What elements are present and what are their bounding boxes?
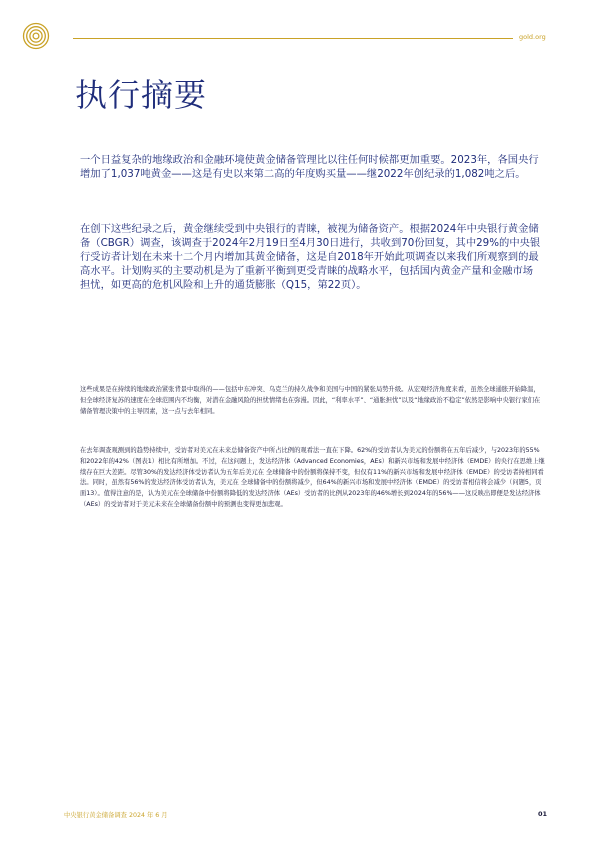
intro-paragraph: 一个日益复杂的地缘政治和金融环境使黄金储备管理比以往任何时候都更加重要。2023年，各国央行增加了1,037吨黄金——这是有史以来第二高的年度购买量——继2022年创纪录的1,082吨之后。 [80, 154, 539, 180]
world-gold-council-logo-icon [22, 22, 50, 50]
page-number: 01 [538, 810, 548, 818]
context-paragraph: 这些成果是在持续的地缘政治紧张背景中取得的——包括中东冲突、乌克兰的持久战争和美国与中国的紧张局势升级。从宏观经济角度来看，虽然全球通胀开始降温，但全球经济复苏的速度在全球范围内不均衡，对潜在金融风险的担忧情绪也在弥漫。因此，“利率水平”、“通胀担忧”以及“地缘政治不稳定”依然是影响中央银行家们在储备管理决策中的主导因素，这一点与去年相同。 [80, 386, 541, 415]
header-divider [73, 38, 513, 39]
site-url-link[interactable]: gold.org [519, 33, 546, 41]
footer-report-name: 中央银行黄金储备调查 2024 年 6 月 [64, 812, 168, 819]
survey-paragraph: 在创下这些纪录之后，黄金继续受到中央银行的青睐，被视为储备资产。根据2024年中央银行黄金储备（CBGR）调查，该调查于2024年2月19日至4月30日进行，共收到70份回复，其中29%的中央银行受访者计划在未来十二个月内增加其黄金储备，这是自2018年开始此项调查以来我们所观察到的最高水平。计划购买的主要动机是为了重新平衡到更受青睐的战略水平，包括国内黄金产量和金融市场担忧，如更高的危机风险和上升的通货膨胀（Q15，第22页）。 [80, 223, 541, 291]
usd-outlook-paragraph: 在去年调查观测到的趋势持续中，受访者对美元在未来总储备资产中所占比例的观看法一直在下降。62%的受访者认为美元的份额将在五年后减少，与2023年的55%和2022年的42%（图表1）相比有所增加。不过，在这问题上，发达经济体（Advanced Economies，AEs）和新兴市场和发展中经济体（EMDE）的央行在思维上继续存在巨大差距。尽管30%的发达经济体受访者认为五年后美元在 全球储备中的份额将保持不变，但仅有11%的新兴市场和发展中经济体（EMDE）的受访者持相同看法。同时，虽然有56%的发达经济体受访者认为，美元在 全球储备中的份额将减少，但64%的新兴市场和发展中经济体（EMDE）的受访者相信将会减少（问题5，页面13）。值得注意的是，认为美元在全球储备中份额将降低的发达经济体（AEs）受访者的比例从2023年的46%增长到2024年的56%——这反映出即便是发达经济体（AEs）的受访者对于美元未来在全球储备份额中的预测也变得更加悲观。 [80, 447, 545, 508]
page-title: 执行摘要 [75, 76, 208, 114]
